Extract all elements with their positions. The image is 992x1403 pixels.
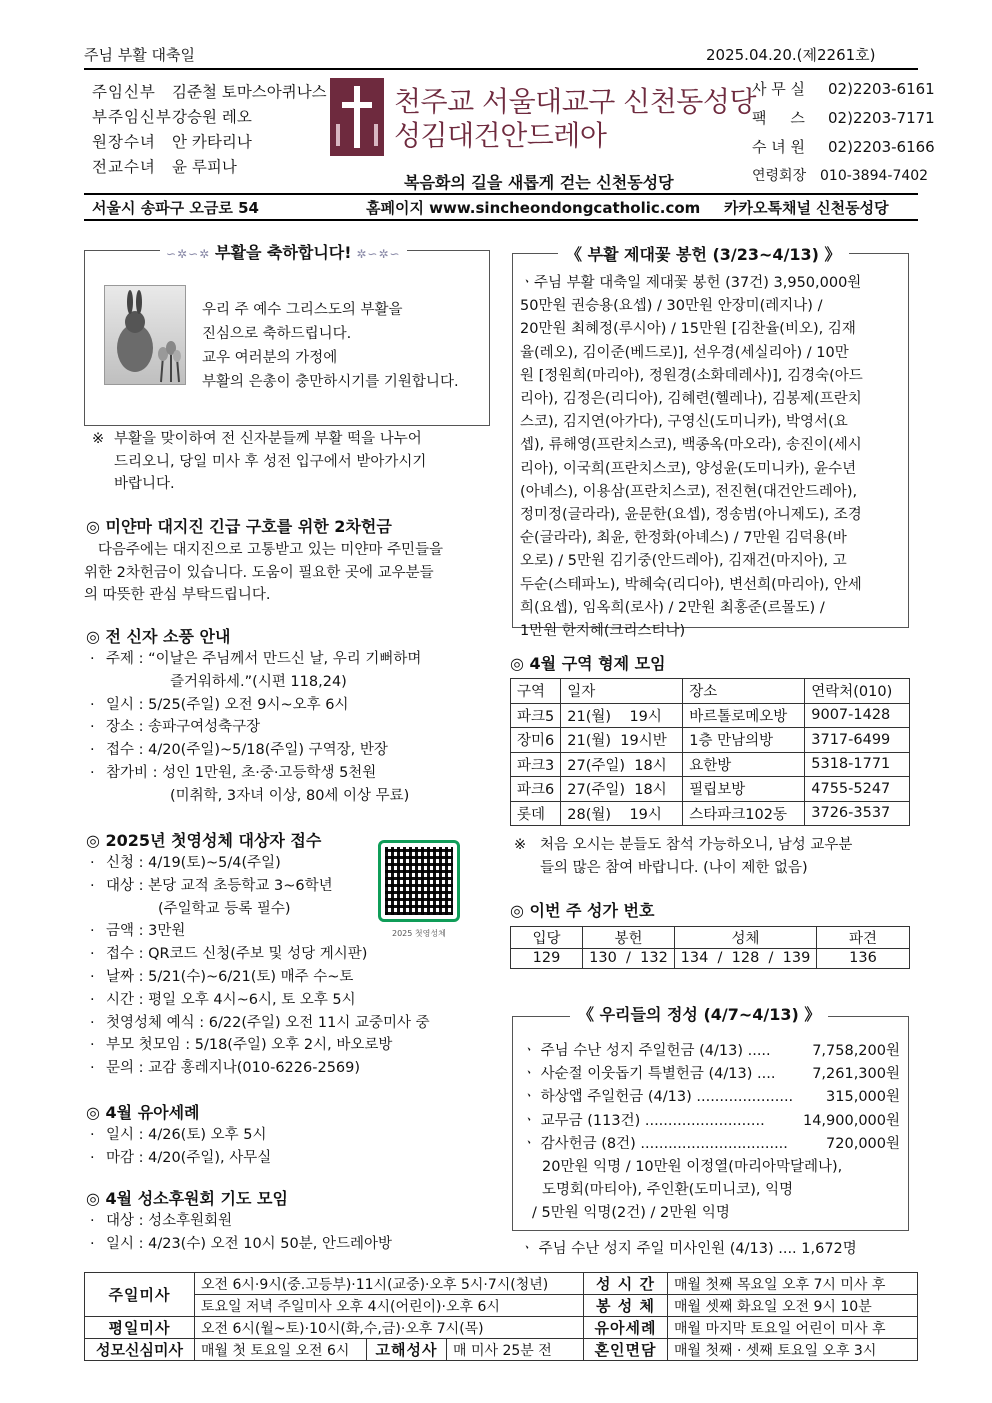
list-item: · 문의 : 교감 홍레지나(010-6226-2569) [90,1060,361,1077]
list-item: (주일학교 등록 필수) [158,900,291,917]
church-logo [330,78,384,156]
weekday-mass-label: 평일미사 [85,1317,195,1339]
list-item: · 일시 : 4/23(수) 오전 10시 50분, 안드레아방 [90,1235,393,1252]
list-item: · 대상 : 성소후원회원 [90,1213,233,1229]
marriage-label: 혼인면담 [584,1339,668,1361]
table-row: 파크3 27(주일) 18시 요한방 5318-1771 [511,752,910,777]
decoration-icon: ∽✲∽✲ [166,247,216,261]
kakao-channel: 카카오톡채널 신천동성당 [724,199,889,217]
sunday-mass-times: 오전 6시·9시(중.고등부)·11시(교중)·오후 5시·7시(청년) [195,1273,584,1295]
district-title: ◎ 4월 구역 형제 모임 [510,654,666,673]
table-row: 롯데 28(월) 19시 스타파크102동 3726-3537 [511,801,910,826]
cross-icon [330,78,384,156]
list-item: · 첫영성체 예식 : 6/22(주일) 오전 11시 교중미사 중 [90,1014,430,1031]
district-table [510,678,910,826]
flowers-title: 《 부활 제대꽃 봉헌 (3/23~4/13) 》 [558,242,849,265]
easter-title-wrap [160,240,407,263]
saturday-mass-times: 토요일 저녁 주일미사 오후 4시(어린이)·오후 6시 [195,1295,584,1317]
list-item: ㆍ 사순절 이웃돕기 특별헌금 (4/13) .... 7,261,300원 [522,1066,900,1083]
slogan: 복음화의 길을 새롭게 걷는 신천동성당 [404,173,674,192]
list-item: ㆍ 하상앱 주일헌금 (4/13) ..................... 315,000원 [522,1089,900,1106]
list-item: · 일시 : 4/26(토) 오후 5시 [90,1127,267,1143]
communion-list [84,852,430,1080]
vocation-title: ◎ 4월 성소후원회 기도 모임 [86,1189,288,1208]
list-item: · 신청 : 4/19(토)~5/4(주일) [90,855,281,871]
table-row: 파크5 21(월) 19시 바르톨로메오방 9007-1428 [511,703,910,728]
list-item: ㆍ 주님 수난 성지 주일헌금 (4/13) ..... 7,758,200원 [522,1043,900,1059]
easter-note: ※ 부활을 맞이하여 전 신자분들께 부활 떡을 나누어 드리오니, 당일 미사 후 성전 입구에서 받아가시기 바랍니다. [92,431,427,492]
baptism-title: ◎ 4월 유아세례 [86,1103,200,1122]
list-item: ㆍ 교무금 (113건) .......................... 14,900,000원 [522,1112,900,1129]
myanmar-title: ◎ 미얀마 대지진 긴급 구호를 위한 2차헌금 [86,517,392,536]
myanmar-body: 다음주에는 대지진으로 고통받고 있는 미얀마 주민들을 위한 2차헌금이 있습니다. 도움이 필요한 곳에 교우분들 의 따뜻한 관심 부탁드립니다. [84,542,444,603]
picnic-list [84,648,421,808]
list-item: (미취학, 3자녀 이상, 80세 이상 무료) [170,787,410,804]
qr-caption: 2025 첫영성체 [392,929,446,938]
attendance: ㆍ 주님 수난 성지 주일 미사인원 (4/13) .... 1,672명 [520,1241,857,1257]
list-item: · 일시 : 5/25(주일) 오전 9시~오후 6시 [90,696,349,713]
sunday-mass-label: 주일미사 [85,1273,195,1317]
occasion: 주님 부활 대축일 [84,46,195,64]
marian-mass-label: 성모신심미사 [85,1339,195,1361]
list-item: 즐거워하세.”(시편 118,24) [170,673,347,690]
table-header: 구역 일자 장소 연락처(010) [511,679,910,704]
mass-schedule [84,1272,918,1361]
flowers-list: ㆍ주님 부활 대축일 제대꽃 봉헌 (37건) 3,950,000원 50만원 권승용(요셉) / 30만원 안장미(레지나) / 20만원 최혜정(루시아) / 15만원 [김찬율(비오), 김재 율(레오), 김이준(베드로)], 선우경(세실리아) / 10만 원 [정원희(마리아), 정원경(소화데레사)], 김경숙(아드 리아), 김정은(리디아), 김혜련(헬레나), 김봉제(프란치 스코), 김지연(아가다), 구영신(도미니카), 박영서(요 셉), 류해영(프란치스코), 백종옥(마오라), 송진이(세시 리아), 이국희(프란치스코), 양성윤(도미니카), 윤수년 (아녜스), 이용삼(프란치스코), 전진현(대건안드레아), 정미정(글라라), 윤문한(요셉), 정송범(아니제도), 조경 순(글라라), 최윤, 한정화(아녜스) / 7만원 김덕용(바 오로) / 5만원 김기중(안드레아), 김재건(마지아), 고 두순(스테파노), 박혜숙(리디아), 변선희(마리아), 안세 희(요셉), 임옥희(로사) / 2만원 최홍준(르몰도) / 1만원 한지혜(크리스티나) [520,275,863,640]
list-item: · 마감 : 4/20(주일), 사무실 [90,1149,272,1166]
list-item: ㆍ 감사헌금 (8건) ................................ 720,000원 [522,1135,900,1152]
list-item: · 시간 : 평일 오후 4시~6시, 토 오후 5시 [90,991,356,1008]
hymns-table [510,926,910,969]
church-name: 천주교 서울대교구 신천동성당 [394,85,756,118]
weekday-mass-times: 오전 6시(월~토)·10시(화,수,금)·오후 7시(목) [195,1317,584,1339]
list-item: · 접수 : QR코드 신청(주보 및 성당 게시판) [90,946,368,963]
infant-baptism: 매월 마지막 토요일 어린이 미사 후 [668,1317,918,1339]
marriage: 매월 첫째 · 셋째 토요일 오후 3시 [668,1339,918,1361]
issue-date: 2025.04.20.(제2261호) [706,46,876,64]
communion-title: ◎ 2025년 첫영성체 대상자 접수 [86,831,322,850]
hymns-title: ◎ 이번 주 성가 번호 [510,901,655,920]
list-item: · 접수 : 4/20(주일)~5/18(주일) 구역장, 반장 [90,742,388,759]
church-patron: 성김대건안드레아 [394,119,607,152]
address: 서울시 송파구 오금로 54 [92,199,259,217]
marian-mass: 매월 첫 토요일 오전 6시 [195,1339,367,1361]
picnic-title: ◎ 전 신자 소풍 안내 [86,627,231,646]
staff-list: 주임신부 김준철 토마스아퀴나스 부주임신부강승원 레오 원장수녀 안 카타리나 전교수녀 윤 루피나 [92,83,327,176]
list-item: · 장소 : 송파구여성축구장 [90,719,261,736]
vocation-list [84,1210,392,1256]
communion-service: 매월 셋째 화요일 오전 9시 10분 [668,1295,918,1317]
district-note: ※ 처음 오시는 분들도 참석 가능하오니, 남성 교우분 들의 많은 참여 바랍니다. (나이 제한 없음) [514,837,853,876]
offerings-title: 《 우리들의 정성 (4/7~4/13) 》 [570,1002,828,1025]
communion-service-label: 봉 성 체 [584,1295,668,1317]
confession: 매 미사 25분 전 [447,1339,584,1361]
list-item: · 참가비 : 성인 1만원, 초·중·고등학생 5천원 [90,764,377,781]
table-row: 장미6 21(월) 19시반 1층 만남의방 3717-6499 [511,728,910,753]
list-item: · 날짜 : 5/21(수)~6/21(토) 매주 수~토 [90,968,354,985]
rabbit-image [104,285,186,385]
confession-label: 고해성사 [367,1339,447,1361]
decoration-icon: ✲∽✲∽ [356,247,401,261]
table-header: 입당 봉헌 성체 파견 [511,927,910,949]
list-item: · 부모 첫모임 : 5/18(주일) 오후 2시, 바오로방 [90,1037,393,1054]
holy-hour-label: 성 시 간 [584,1273,668,1295]
table-row: 129 130 / 132 134 / 128 / 139 136 [511,949,910,969]
easter-title: 부활을 축하합니다! [215,243,352,262]
contact-list: 사 무 실 02)2203-6161 팩 스 02)2203-7171 수 녀 원 02)2203-6166 연령회장 010-3894-7402 [752,80,935,184]
offerings-list: ㆍ 주님 수난 성지 주일헌금 (4/13) ..... 7,758,200원 ㆍ 사순절 이웃돕기 특별헌금 (4/13) .... 7,261,300원 ㆍ 하상앱 주일헌금 (4/13) ..................... 315,000원 ㆍ 교무금 (113건) .......................... 14,900,000원 ㆍ 감사헌금 (8건) ................................ 720,000원 20만원 익명 / 10만원 이정열(마리아막달레나), 도명회(마티아), 주인환(도미니코), 익명 / 5만원 익명(2건) / 2만원 익명 [522,1040,900,1226]
easter-message: 우리 주 예수 그리스도의 부활을 진심으로 축하드립니다. 교우 여러분의 가정에 부활의 은총이 충만하시기를 기원합니다. [202,302,459,390]
list-item: · 대상 : 본당 교적 초등학교 3~6학년 [90,877,333,894]
baptism-list [84,1124,271,1170]
homepage-link[interactable]: 홈페이지 www.sincheondongcatholic.com [366,199,701,217]
list-item: · 주제 : “이날은 주님께서 만드신 날, 우리 기뻐하며 [90,651,422,667]
holy-hour: 매월 첫째 목요일 오후 7시 미사 후 [668,1273,918,1295]
table-row: 파크6 27(주일) 18시 필립보방 4755-5247 [511,777,910,802]
infant-baptism-label: 유아세례 [584,1317,668,1339]
list-item: · 금액 : 3만원 [90,923,186,940]
